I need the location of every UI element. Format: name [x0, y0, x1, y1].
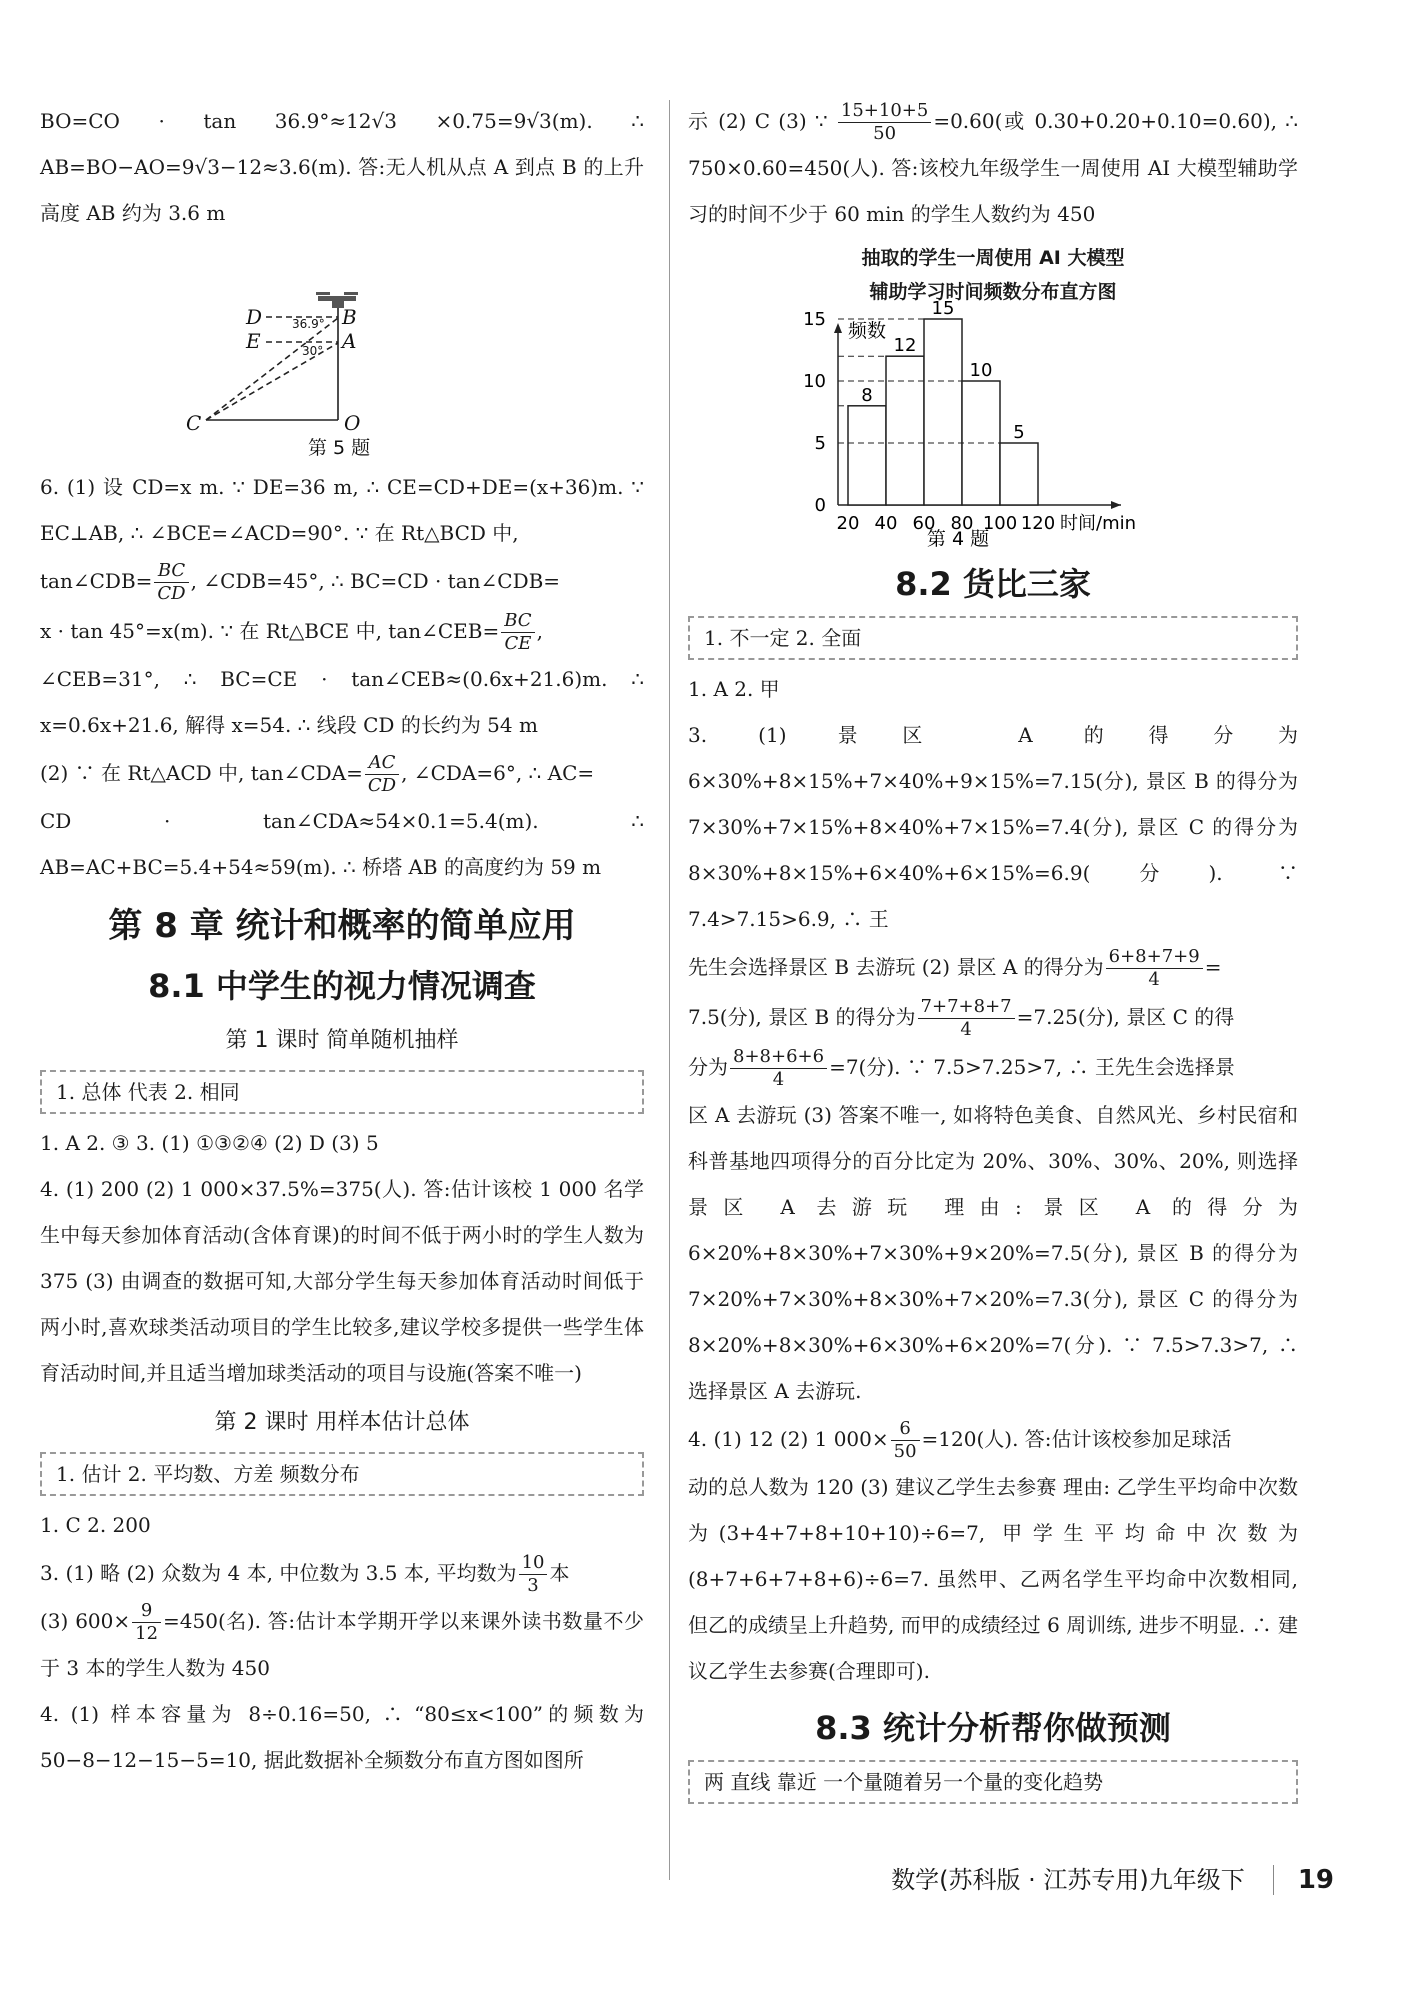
- histogram-figure: [688, 241, 1298, 550]
- angle-label-2: 30°: [302, 344, 324, 358]
- answer-q5-text: BO=CO · tan 36.9°≈12√3 ×0.75=9√3(m). ∴ AB=BO−AO=9√3−12≈3.6(m). 答:无人机从点 A 到点 B 的上升高度 AB 约为 3.6 m: [40, 109, 644, 225]
- histogram-chart: [688, 298, 1298, 550]
- column-divider: [669, 100, 670, 1880]
- bar-value-label: 10: [969, 360, 993, 381]
- histogram-bar: [1000, 443, 1038, 505]
- answer-q6-result: CD · tan∠CDA≈54×0.1=5.4(m). ∴ AB=AC+BC=5.4+54≈59(m). ∴ 桥塔 AB 的高度约为 59 m: [40, 809, 644, 879]
- answer-q6-tan-cdb: tan∠CDB= $\frac{BC}{CD}$ , ∠CDB=45°, ∴ BC=CD · tan∠CDB=: [40, 560, 561, 604]
- section-8-3-title: 8.3 统计分析帮你做预测: [815, 1709, 1171, 1747]
- concept-box-4: 两 直线 靠近 一个量随着另一个量的变化趋势: [688, 1760, 1298, 1804]
- x-tick-label: 40: [874, 513, 898, 534]
- histogram-bar: [848, 406, 886, 505]
- bar-value-label: 12: [893, 335, 917, 357]
- x-tick-label: 120: [1020, 513, 1056, 534]
- x-tick-label: 60: [912, 513, 936, 534]
- section82-answer-3-part3: 7.5(分), 景区 B 的得分为 $\frac{7+7+8+7}{4}$ =7.25(分), 景区 C 的得: [688, 996, 1235, 1040]
- figure-q5-caption: 第 5 题: [308, 437, 371, 459]
- chart-title-line2: 辅助学习时间频数分布直方图: [869, 281, 1117, 303]
- section82-answers-1-2: 1. A 2. 甲: [688, 677, 780, 701]
- page-number: 19: [1273, 1865, 1334, 1895]
- lesson1-answer-4: 4. (1) 200 (2) 1 000×37.5%=375(人). 答:估计该校 1 000 名学生中每天参加体育活动(含体育课)的时间不低于两小时的学生人数为 375 (3) 由调查的数据可知,大部分学生每天参加体育活动时间低于两小时,喜欢球类活动项目的学生比较多,建议学校多提供一些学生体育活动时间,并且适当增加球类活动的项目与设施(答案不唯一): [40, 1177, 644, 1385]
- label-B: B: [342, 305, 357, 329]
- chart-caption: 第 4 题: [926, 528, 990, 550]
- figure-q5-diagram: [40, 240, 644, 460]
- label-D: D: [246, 305, 263, 329]
- lesson1-answers-1-3: 1. A 2. ③ 3. (1) ①③②④ (2) D (3) 5: [40, 1131, 379, 1155]
- chart-title-line1: 抽取的学生一周使用 AI 大模型: [861, 247, 1125, 269]
- lesson2-answer-3: 3. (1) 略 (2) 众数为 4 本, 中位数为 3.5 本, 平均数为 $\frac{10}{3}$ 本: [40, 1552, 570, 1596]
- lesson2-answer-4: 4. (1) 样本容量为 8÷0.16=50, ∴ “80≤x<100”的频数为 50−8−12−15−5=10, 据此数据补全频数分布直方图如图所: [40, 1702, 644, 1772]
- x-tick-label: 20: [836, 513, 860, 534]
- answer-q6-solve: ∠CEB=31°, ∴ BC=CE · tan∠CEB≈(0.6x+21.6)m. ∴ x=0.6x+21.6, 解得 x=54. ∴ 线段 CD 的长约为 54 m: [40, 667, 644, 737]
- figure-q5: [40, 240, 644, 460]
- lesson-1-title: 第 1 课时 简单随机抽样: [225, 1028, 459, 1053]
- answer-q6-part1: 6. (1) 设 CD=x m. ∵ DE=36 m, ∴ CE=CD+DE=(x+36)m. ∵ EC⊥AB, ∴ ∠BCE=∠ACD=90°. ∵ 在 Rt△BCD 中,: [40, 475, 644, 545]
- lesson2-answers-1-2: 1. C 2. 200: [40, 1513, 151, 1537]
- angle-label-1: 36.9°: [292, 317, 325, 331]
- section82-answer-3-part5: 区 A 去游玩 (3) 答案不唯一, 如将特色美食、自然风光、乡村民宿和科普基地四项得分的百分比定为 20%、30%、30%、20%, 则选择景区 A 去游玩 理由: 景区 A 的得分为 6×20%+8×30%+7×30%+9×20%=7.5(分), 景区 B 的得分为 7×20%+7×30%+8×30%+7×20%=7.3(分), 景区 C 的得分为 8×20%+8×30%+6×30%+6×20%=7(分). ∵ 7.5>7.3>7, ∴ 选择景区 A 去游玩.: [688, 1103, 1298, 1403]
- lesson2-answer-3-part3: (3) 600× $\frac{9}{12}$ =450(名). 答:估计本学期开学以来课外读书数量不少于 3 本的学生人数为 450: [40, 1600, 644, 1680]
- section82-answer-4-part1: 4. (1) 12 (2) 1 000× $\frac{6}{50}$ =120(人). 答:估计该校参加足球活: [688, 1418, 1232, 1462]
- label-C: C: [186, 411, 202, 435]
- histogram-bar: [886, 356, 924, 505]
- lesson-2-title: 第 2 课时 用样本估计总体: [214, 1410, 470, 1435]
- bar-value-label: 5: [1013, 422, 1025, 443]
- section-8-2-title: 8.2 货比三家: [895, 565, 1091, 603]
- chapter-title: 第 8 章 统计和概率的简单应用: [108, 906, 576, 946]
- page-footer: [891, 1860, 1334, 1895]
- y-tick-label: 10: [803, 371, 826, 392]
- section82-answer-3-part2: 先生会选择景区 B 去游玩 (2) 景区 A 的得分为 $\frac{6+8+7+9}{4}$ =: [688, 946, 1222, 990]
- left-column: [40, 98, 644, 1783]
- x-tick-label: 80: [950, 513, 974, 534]
- histogram-bar: [924, 319, 962, 505]
- bar-value-label: 8: [861, 384, 873, 406]
- label-O: O: [344, 411, 361, 435]
- y-axis-arrow: [834, 323, 842, 333]
- y-tick-label: 5: [814, 433, 826, 454]
- label-E: E: [246, 329, 261, 353]
- concept-box-2: 1. 估计 2. 平均数、方差 频数分布: [40, 1452, 644, 1496]
- concept-box-1: 1. 总体 代表 2. 相同: [40, 1070, 644, 1114]
- section82-answer-4-part2: 动的总人数为 120 (3) 建议乙学生去参赛 理由: 乙学生平均命中次数为(3+4+7+8+10+10)÷6=7, 甲学生平均命中次数为(8+7+6+7+8+6)÷6=7. 虽然甲、乙两名学生平均命中次数相同, 但乙的成绩呈上升趋势, 而甲的成绩经过 6 周训练, 进步不明显. ∴ 建议乙学生去参赛(合理即可).: [688, 1475, 1298, 1683]
- section82-answer-3-part1: 3. (1) 景区 A 的得分为 6×30%+8×15%+7×40%+9×15%=7.15(分), 景区 B 的得分为 7×30%+7×15%+8×40%+7×15%=7.4(分), 景区 C 的得分为 8×30%+8×15%+6×40%+6×15%=6.9(分). ∵ 7.4>7.15>6.9, ∴ 王: [688, 723, 1298, 931]
- x-tick-label: 100: [982, 513, 1018, 534]
- y-tick-label: 15: [803, 309, 826, 330]
- section82-answer-3-part4: 分为 $\frac{8+8+6+6}{4}$ =7(分). ∵ 7.5>7.25>7, ∴ 王先生会选择景: [688, 1046, 1235, 1090]
- label-A: A: [342, 329, 357, 353]
- x-axis-arrow: [1111, 501, 1121, 509]
- right-column: [688, 98, 1298, 1810]
- x-axis-label: 时间/min: [1060, 513, 1137, 534]
- answer-q6-part2: (2) ∵ 在 Rt△ACD 中, tan∠CDA= $\frac{AC}{CD}$ , ∠CDA=6°, ∴ AC=: [40, 752, 595, 796]
- bar-value-label: 15: [931, 298, 955, 319]
- footer-book-title: 数学(苏科版 · 江苏专用)九年级下: [891, 1866, 1245, 1894]
- answer-q6-tan-ceb: x · tan 45°=x(m). ∵ 在 Rt△BCE 中, tan∠CEB= $\frac{BC}{CE}$ ,: [40, 610, 543, 654]
- answer-q4-continued: 示 (2) C (3) ∵ $\frac{15+10+5}{50}$ =0.60(或 0.30+0.20+0.10=0.60), ∴ 750×0.60=450(人). 答:该校九年级学生一周使用 AI 大模型辅助学习的时间不少于 60 min 的学生人数约为 450: [688, 100, 1298, 226]
- y-tick-label: 0: [814, 495, 826, 516]
- y-axis-label: 频数: [848, 320, 887, 342]
- concept-box-3: 1. 不一定 2. 全面: [688, 616, 1298, 660]
- section-8-1-title: 8.1 中学生的视力情况调查: [148, 967, 536, 1005]
